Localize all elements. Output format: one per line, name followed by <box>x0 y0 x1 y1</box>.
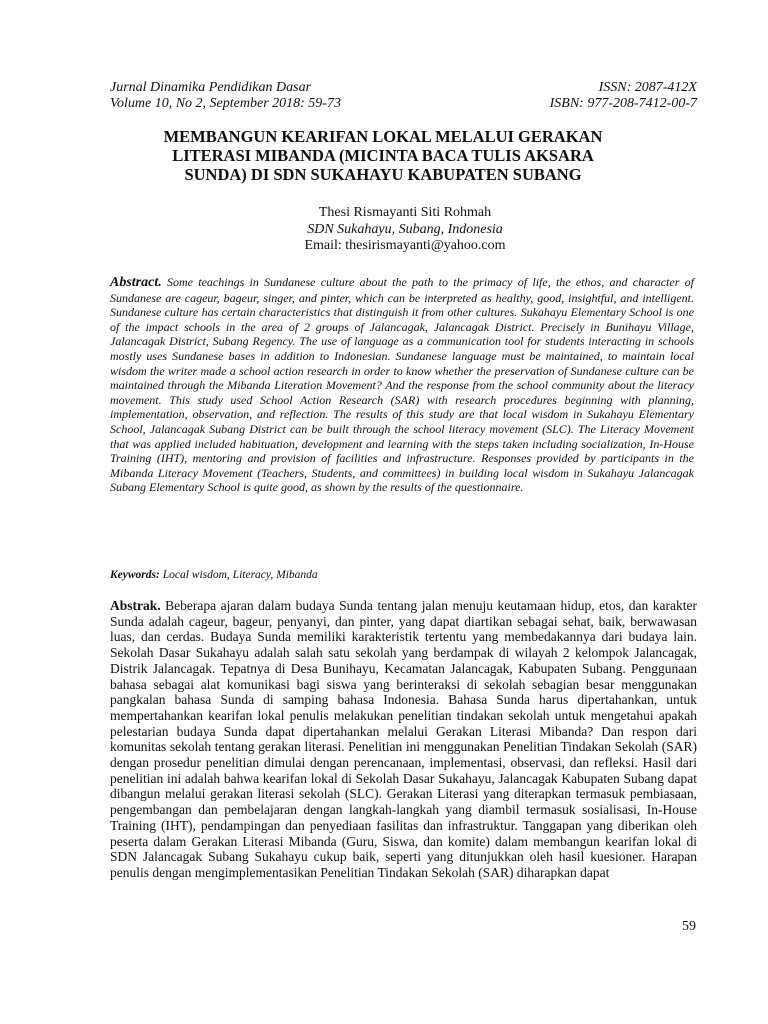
abstract-english <box>110 275 694 495</box>
abstract-indonesian <box>110 598 697 881</box>
abstract-indonesian-label: Abstrak. <box>110 598 161 613</box>
running-header-line-1 <box>110 80 697 96</box>
page-number: 59 <box>682 919 696 934</box>
paper-title: MEMBANGUN KEARIFAN LOKAL MELALUI GERAKAN LITERASI MIBANDA (MICINTA BACA TULIS AKSARA SUNDA) DI SDN SUKAHAYU KABUPATEN SUBANG <box>163 127 603 184</box>
keywords-text: Local wisdom, Literacy, Mibanda <box>162 569 318 581</box>
abstract-english-text: Some teachings in Sundanese culture about the path to the primacy of life, the ethos, and character of Sundanese are cageur, bageur, singer, and pinter, which can be interpreted as healthy, good, insightful, and intelligent. Sundanese culture has certain characteristics that distinguish it from other cultures. Sukahayu Elementary School is one of the impact schools in the area of 2 groups of Jalancagak, Jalancagak District. Precisely in Bunihayu Village, Jalancagak District, Subang Regency. The use of language as a communication tool for students interacting in schools mostly uses Sundanese bases in addition to Indonesian. Sundanese language must be maintained, to maintain local wisdom the writer made a school action research in order to know whether the preservation of Sundanese culture can be maintained through the Mibanda Literation Movement? And the response from the school community about the literacy movement. This study used School Action Research (SAR) with research procedures beginning with planning, implementation, observation, and reflection. The results of this study are that local wisdom in Sukahayu Elementary School, Jalancagak Subang District can be built through the school literacy movement (SLC). The Literacy Movement that was applied included habituation, development and learning with the steps taken including socialization, In-House Training (IHT), mentoring and provision of facilities and infrastructure. Responses provided by participants in the Mibanda Literacy Movement (Teachers, Students, and committees) in building local wisdom in Sukahayu Jalancagak Subang Elementary School is quite good, as shown by the results of the questionnaire. <box>110 275 695 495</box>
author-affiliation: SDN Sukahayu, Subang, Indonesia <box>307 221 503 237</box>
journal-name: Jurnal Dinamika Pendidikan Dasar <box>110 80 312 95</box>
author-email: Email: thesirismayanti@yahoo.com <box>304 238 506 253</box>
abstract-english-label: Abstract. <box>110 275 162 290</box>
keywords-label: Keywords: <box>110 569 160 581</box>
keywords <box>110 568 694 582</box>
volume-info: Volume 10, No 2, September 2018: 59-73 <box>110 96 341 111</box>
author-block <box>110 205 700 255</box>
running-header-line-2 <box>110 96 697 112</box>
abstract-indonesian-text: Beberapa ajaran dalam budaya Sunda tentang jalan menuju keutamaan hidup, etos, dan karakter Sunda adalah cageur, bageur, penyanyi, dan pinter, yang dapat diartikan sebagai sehat, baik, berwawasan luas, dan cerdas. Budaya Sunda memiliki karakteristik tertentu yang membedakannya dari budaya lain. Sekolah Dasar Sukahayu adalah salah satu sekolah yang berdampak di wilayah 2 kelompok Jalancagak, Distrik Jalancagak. Tepatnya di Desa Bunihayu, Kecamatan Jalancagak, Kabupaten Subang. Penggunaan bahasa sebagai alat komunikasi bagi siswa yang berinteraksi di sekolah sebagian besar menggunakan pangkalan bahasa Sunda di samping bahasa Indonesia. Bahasa Sunda harus dipertahankan, untuk mempertahankan kearifan lokal penulis melakukan penelitian tindakan sekolah untuk mengetahui apakah pelestarian budaya Sunda dapat dipertahankan melalui Gerakan Literasi Mibanda? Dan respon dari komunitas sekolah tentang gerakan literasi. Penelitian ini menggunakan Penelitian Tindakan Sekolah (SAR) dengan prosedur penelitian dimulai dengan perencanaan, implementasi, observasi, dan refleksi. Hasil dari penelitian ini adalah bahwa kearifan lokal di Sekolah Dasar Sukahayu, Jalancagak Kabupaten Subang dapat dibangun melalui gerakan literasi sekolah (SLC). Gerakan Literasi yang diterapkan termasuk pembiasaan, pengembangan dan pembelajaran dengan langkah-langkah yang diambil termasuk sosialisasi, In-House Training (IHT), pendampingan dan penyediaan fasilitas dan infrastruktur. Tanggapan yang diberikan oleh peserta dalam Gerakan Literasi Mibanda (Guru, Siswa, dan komite) dalam membangun kearifan lokal di SDN Jalancagak Subang Sukahayu cukup baik, seperti yang ditunjukkan oleh hasil kuesioner. Harapan penulis dengan mengimplementasikan Penelitian Tindakan Sekolah (SAR) diharapkan dapat <box>110 598 697 880</box>
author-name: Thesi Rismayanti Siti Rohmah <box>318 205 492 220</box>
isbn: ISBN: 977-208-7412-00-7 <box>549 96 697 111</box>
issn: ISSN: 2087-412X <box>598 80 697 95</box>
